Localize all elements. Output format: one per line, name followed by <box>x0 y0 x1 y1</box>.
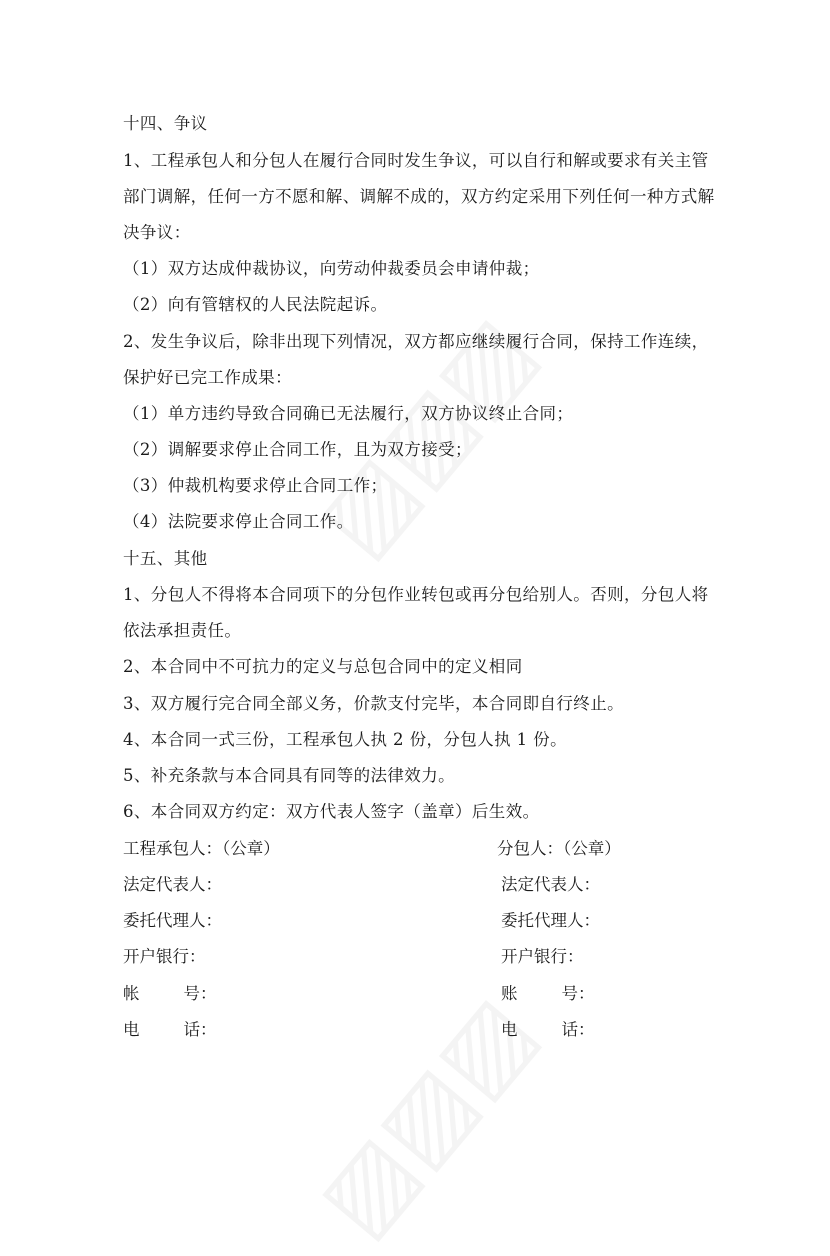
section-15-title: 十五、其他 <box>123 549 208 568</box>
label-part: 账 <box>501 984 518 1003</box>
paragraph-line: 2、发生争议后，除非出现下列情况，双方都应继续履行合同，保持工作连续， <box>123 332 709 351</box>
watermark <box>296 976 557 1256</box>
subcontractor-legal-rep-label: 法定代表人： <box>501 875 600 894</box>
paragraph-line: 1、工程承包人和分包人在履行合同时发生争议，可以自行和解或要求有关主管 <box>123 151 709 170</box>
label-part: 号： <box>561 984 595 1003</box>
paragraph-line: 2、本合同中不可抗力的定义与总包合同中的定义相同 <box>123 657 523 676</box>
subcontractor-seal-label: 分包人：（公章） <box>497 839 621 858</box>
paragraph-line: 5、补充条款与本合同具有同等的法律效力。 <box>123 766 455 785</box>
contractor-legal-rep-label: 法定代表人： <box>123 875 222 894</box>
list-item: （4）法院要求停止合同工作。 <box>123 512 354 531</box>
subcontractor-agent-label: 委托代理人： <box>501 911 600 930</box>
section-14-title: 十四、争议 <box>123 114 208 133</box>
contractor-seal-label: 工程承包人：（公章） <box>123 839 280 858</box>
subcontractor-account-label <box>501 984 595 1004</box>
list-item: （2）向有管辖权的人民法院起诉。 <box>123 295 388 314</box>
label-part: 电 <box>123 1020 140 1039</box>
paragraph-line: 3、双方履行完合同全部义务，价款支付完毕，本合同即自行终止。 <box>123 694 624 713</box>
label-part: 电 <box>501 1020 518 1039</box>
label-part: 号： <box>183 984 217 1003</box>
paragraph-line: 6、本合同双方约定：双方代表人签字（盖章）后生效。 <box>123 802 540 821</box>
paragraph-line: 部门调解，任何一方不愿和解、调解不成的，双方约定采用下列任何一种方式解 <box>123 187 715 206</box>
list-item: （2）调解要求停止合同工作，且为双方接受； <box>123 440 472 459</box>
list-item: （3）仲裁机构要求停止合同工作； <box>123 476 388 495</box>
label-part: 话： <box>183 1020 217 1039</box>
paragraph-line: 决争议： <box>123 223 191 242</box>
label-part: 帐 <box>123 984 140 1003</box>
subcontractor-phone-label <box>501 1020 595 1040</box>
contractor-bank-label: 开户银行： <box>123 947 206 966</box>
subcontractor-bank-label: 开户银行： <box>501 947 584 966</box>
paragraph-line: 依法承担责任。 <box>123 621 242 640</box>
list-item: （1）单方违约导致合同确已无法履行，双方协议终止合同； <box>123 404 574 423</box>
contractor-agent-label: 委托代理人： <box>123 911 222 930</box>
list-item: （1）双方达成仲裁协议，向劳动仲裁委员会申请仲裁； <box>123 259 540 278</box>
paragraph-line: 1、分包人不得将本合同项下的分包作业转包或再分包给别人。否则，分包人将 <box>123 585 709 604</box>
label-part: 话： <box>561 1020 595 1039</box>
contractor-account-label <box>123 984 217 1004</box>
contractor-phone-label <box>123 1020 217 1040</box>
paragraph-line: 4、本合同一式三份，工程承包人执 2 份，分包人执 1 份。 <box>123 730 567 749</box>
paragraph-line: 保护好已完工作成果： <box>123 368 292 387</box>
